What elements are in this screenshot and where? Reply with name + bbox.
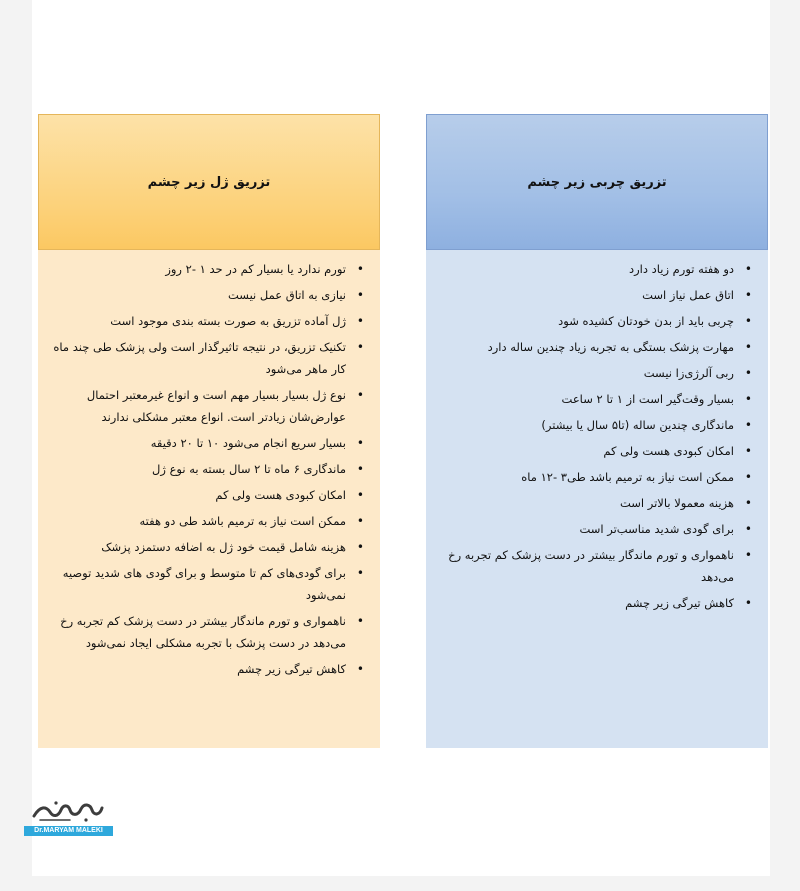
brand-logo	[24, 798, 114, 838]
list-item: • امکان کبودی هست ولی کم	[434, 440, 746, 462]
gel-column-header	[38, 114, 380, 250]
fat-column-title: تزریق چربی زیر چشم	[527, 174, 667, 190]
list-item: • ناهمواری و تورم ماندگار بیشتر در دست پزشک کم تجربه رخ می‌دهد	[434, 544, 746, 588]
list-item: • بسیار سریع انجام می‌شود ۱۰ تا ۲۰ دقیقه	[46, 432, 358, 454]
list-item: • دو هفته تورم زیاد دارد	[434, 258, 746, 280]
list-item: • تورم ندارد یا بسیار کم در حد ۱ -۲ روز	[46, 258, 358, 280]
fat-injection-column	[426, 114, 768, 748]
list-item: • ژل آماده تزریق به صورت بسته بندی موجود است	[46, 310, 358, 332]
list-item: • تکنیک تزریق، در نتیجه تاثیرگذار است ولی پزشک طی چند ماه کار ماهر می‌شود	[46, 336, 358, 380]
list-item: • هزینه شامل قیمت خود ژل به اضافه دستمزد پزشک	[46, 536, 358, 558]
list-item: • برای گودی شدید مناسب‌تر است	[434, 518, 746, 540]
fat-column-header	[426, 114, 768, 250]
list-item: • ناهمواری و تورم ماندگار بیشتر در دست پزشک کم تجربه رخ می‌دهد در دست پزشک با تجربه مشکلی ایجاد نمی‌شود	[46, 610, 358, 654]
fat-features-list	[426, 250, 768, 614]
list-item: • کاهش تیرگی زیر چشم	[434, 592, 746, 614]
list-item: • هزینه معمولا بالاتر است	[434, 492, 746, 514]
gel-features-list	[38, 250, 380, 680]
list-item: • چربی باید از بدن خودتان کشیده شود	[434, 310, 746, 332]
list-item: • اتاق عمل نیاز است	[434, 284, 746, 306]
list-item: • ماندگاری چندین ساله (تا۵ سال یا بیشتر)	[434, 414, 746, 436]
list-item: • نوع ژل بسیار بسیار مهم است و انواع غیرمعتبر احتمال عوارض‌شان زیادتر است. انواع معتبر مشکلی ندارند	[46, 384, 358, 428]
list-item: • ربی آلرژی‌زا نیست	[434, 362, 746, 384]
list-item: • کاهش تیرگی زیر چشم	[46, 658, 358, 680]
list-item: • مهارت پزشک بستگی به تجربه زیاد چندین ساله دارد	[434, 336, 746, 358]
list-item: • نیازی به اتاق عمل نیست	[46, 284, 358, 306]
gel-injection-column	[38, 114, 380, 748]
list-item: • ماندگاری ۶ ماه تا ۲ سال بسته به نوع ژل	[46, 458, 358, 480]
list-item: • برای گودی‌های کم تا متوسط و برای گودی های شدید توصیه نمی‌شود	[46, 562, 358, 606]
gel-column-title: تزریق ژل زیر چشم	[147, 174, 271, 190]
list-item: • ممکن است نیاز به ترمیم باشد طی۳ -۱۲ ماه	[434, 466, 746, 488]
list-item: • امکان کبودی هست ولی کم	[46, 484, 358, 506]
logo-script-mark	[30, 798, 106, 824]
list-item: • بسیار وقت‌گیر است از ۱ تا ۲ ساعت	[434, 388, 746, 410]
list-item: • ممکن است نیاز به ترمیم باشد طی دو هفته	[46, 510, 358, 532]
logo-caption: Dr.MARYAM MALEKI	[24, 826, 113, 836]
